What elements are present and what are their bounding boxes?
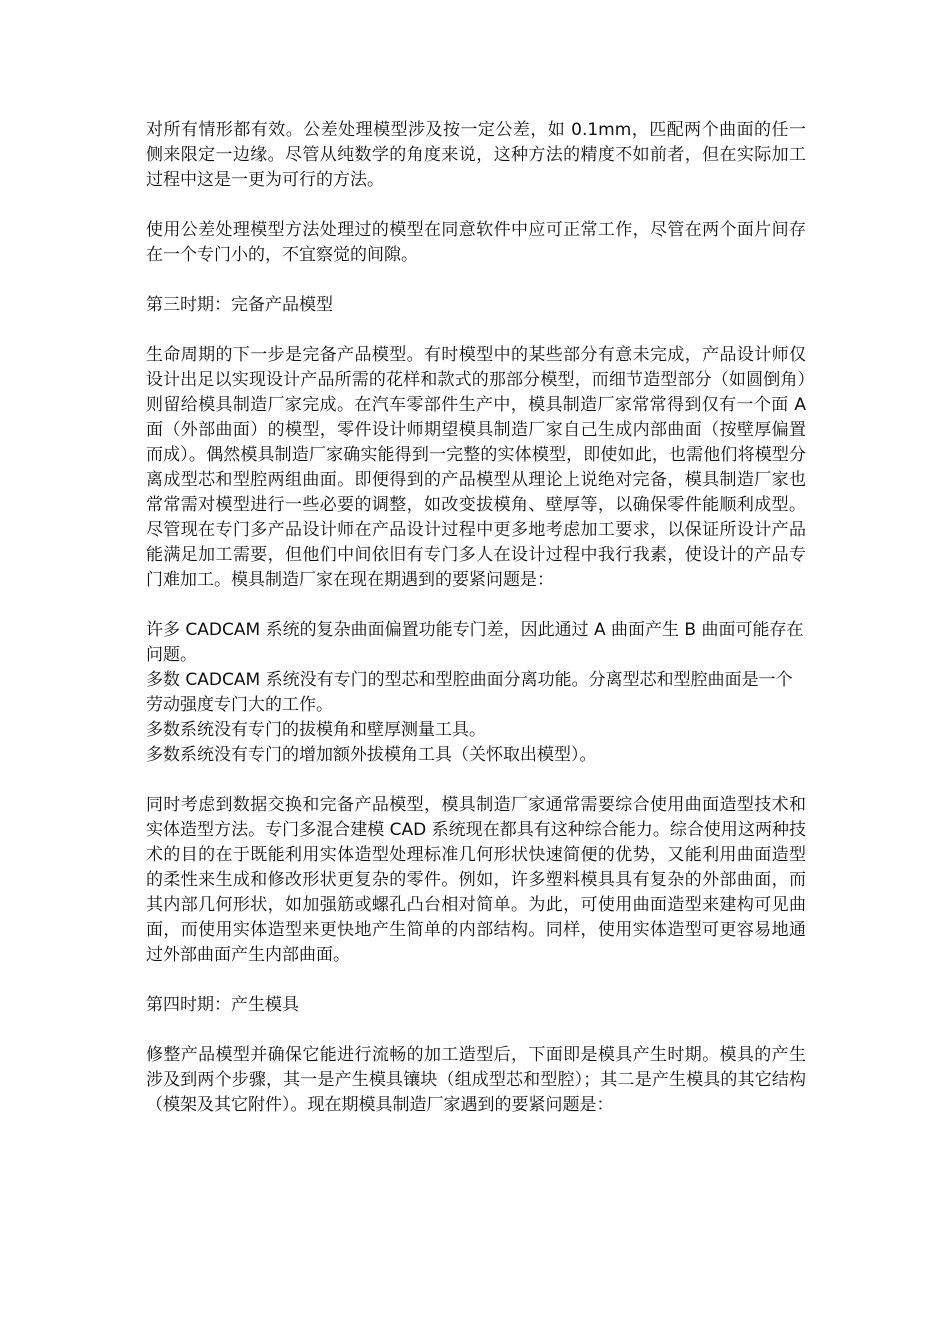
- section-heading-stage-4: 第四时期：产生模具: [146, 995, 299, 1015]
- problem-list-stage-3: [146, 618, 806, 768]
- list-item: 多数 CADCAM 系统没有专门的型芯和型腔曲面分离功能。分离型芯和型腔曲面是一个劳动强度专门大的工作。: [146, 670, 793, 715]
- document-page: [146, 118, 806, 1143]
- paragraph-hybrid-modeling: 同时考虑到数据交换和完备产品模型，模具制造厂家通常需要综合使用曲面造型技术和实体造型方法。专门多混合建模 CAD 系统现在都具有这种综合能力。综合使用这两种技术的目的在于既能利用实体造型处理标准几何形状快速简便的优势，又能利用曲面造型的柔性来生成和修改形状更复杂的零件。例如，许多塑料模具具有复杂的外部曲面，而其内部几何形状，如加强筋或螺孔凸台相对简单。为此，可使用曲面造型来建构可见曲面，而使用实体造型来更快地产生简单的内部结构。同样，使用实体造型可更容易地通过外部曲面产生内部曲面。: [146, 795, 806, 965]
- paragraph-tolerance-intro: 对所有情形都有效。公差处理模型涉及按一定公差，如 0.1mm，匹配两个曲面的任一侧来限定一边缘。尽管从纯数学的角度来说，这种方法的精度不如前者，但在实际加工过程中这是一更为可行的方法。: [146, 120, 806, 190]
- list-item: 许多 CADCAM 系统的复杂曲面偏置功能专门差，因此通过 A 曲面产生 B 曲面可能存在问题。: [146, 620, 804, 665]
- paragraph-complete-product-model: 生命周期的下一步是完备产品模型。有时模型中的某些部分有意未完成，产品设计师仅设计出足以实现设计产品所需的花样和款式的那部分模型，而细节造型部分（如圆倒角）则留给模具制造厂家完成。在汽车零部件生产中，模具制造厂家常常得到仅有一个面 A 面（外部曲面）的模型，零件设计师期望模具制造厂家自己生成内部曲面（按壁厚偏置而成）。偶然模具制造厂家确实能得到一完整的实体模型，即使如此，也需他们将模型分离成型芯和型腔两组曲面。即便得到的产品模型从理论上说绝对完备，模具制造厂家也常常需对模型进行一些必要的调整，如改变拔模角、壁厚等，以确保零件能顺利成型。尽管现在专门多产品设计师在产品设计过程中更多地考虑加工要求，以保证所设计产品能满足加工需要，但他们中间依旧有专门多人在设计过程中我行我素，使设计的产品专门难加工。模具制造厂家在现在期遇到的要紧问题是：: [146, 345, 806, 590]
- list-item: 多数系统没有专门的拔模角和壁厚测量工具。: [146, 720, 486, 740]
- paragraph-mold-generation: 修整产品模型并确保它能进行流畅的加工造型后，下面即是模具产生时期。模具的产生涉及到两个步骤，其一是产生模具镶块（组成型芯和型腔）；其二是产生模具的其它结构（模架及其它附件）。现在期模具制造厂家遇到的要紧问题是：: [146, 1045, 806, 1115]
- section-heading-stage-3: 第三时期：完备产品模型: [146, 295, 333, 315]
- list-item: 多数系统没有专门的增加额外拔模角工具（关怀取出模型）。: [146, 745, 597, 765]
- paragraph-tolerance-model: 使用公差处理模型方法处理过的模型在同意软件中应可正常工作，尽管在两个面片间存在一个专门小的，不宜察觉的间隙。: [146, 220, 806, 265]
